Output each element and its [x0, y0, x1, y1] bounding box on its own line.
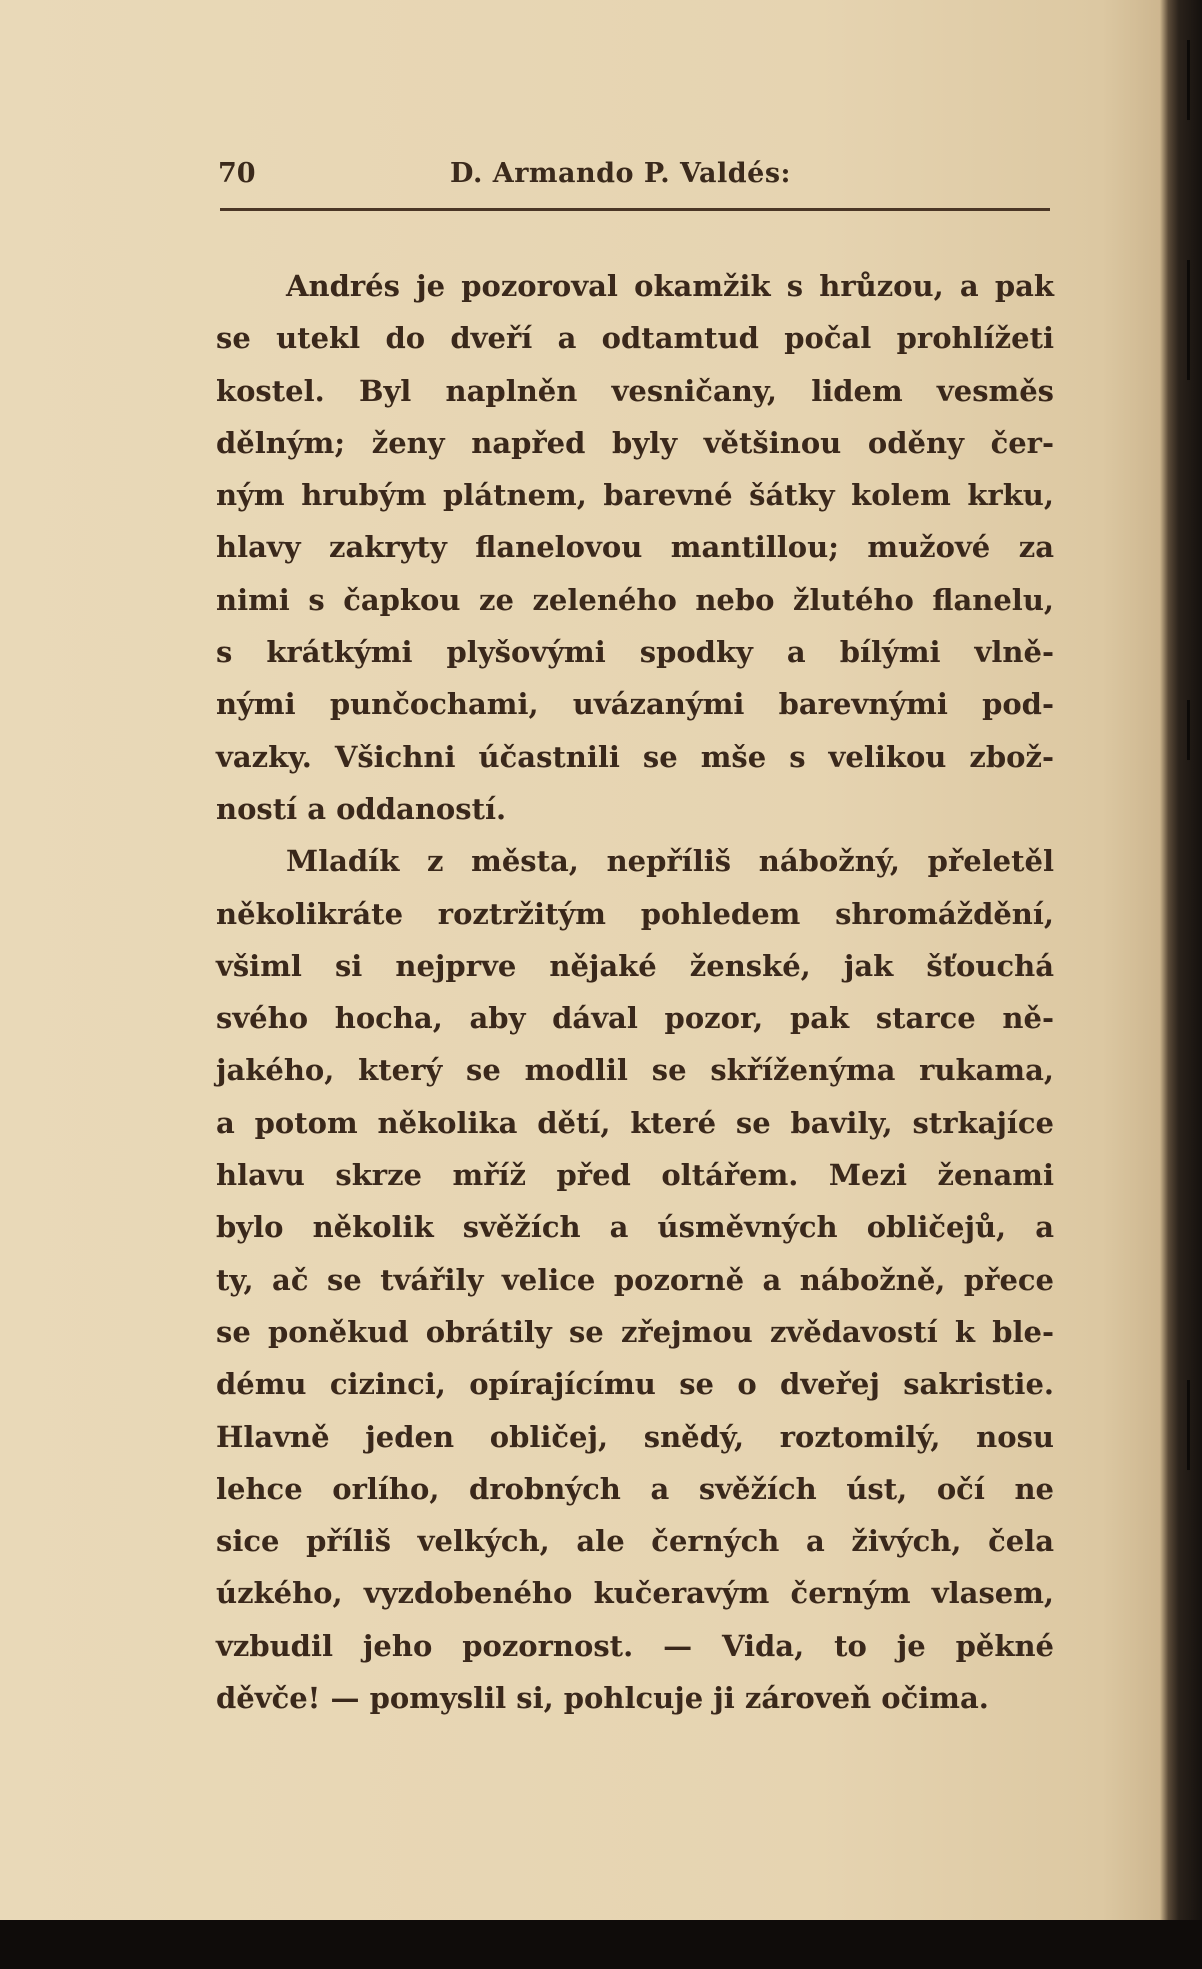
- text-line: Mladík z města, nepříliš nábožný, přeletěl: [286, 844, 1054, 879]
- text-line: úzkého, vyzdobeného kučeravým černým vlasem,: [216, 1576, 1054, 1611]
- text-line: vazky. Všichni účastnili se mše s velikou zbož-: [216, 739, 1054, 774]
- text-line: se utekl do dveří a odtamtud počal prohlížeti: [216, 321, 1054, 356]
- text-line: nými punčochami, uvázanými barevnými pod-: [216, 687, 1054, 722]
- text-line: ností a oddaností.: [216, 791, 507, 826]
- bottom-edge: [0, 1920, 1202, 1969]
- spine-mark: [1187, 260, 1190, 380]
- paragraph-1: [216, 260, 1054, 835]
- text-line: jakého, který se modlil se skříženýma rukama,: [216, 1053, 1054, 1088]
- spine-mark: [1187, 1380, 1190, 1470]
- text-line: lehce orlího, drobných a svěžích úst, očí ne: [216, 1471, 1054, 1506]
- text-line: se poněkud obrátily se zřejmou zvědavostí k ble-: [216, 1314, 1054, 1349]
- header-rule: [220, 208, 1050, 211]
- spine-mark: [1187, 700, 1190, 760]
- text-line: a potom několika dětí, které se bavily, strkajíce: [216, 1105, 1054, 1140]
- text-line: děvče! — pomyslil si, pohlcuje ji zároveň očima.: [216, 1681, 989, 1716]
- text-line: svého hocha, aby dával pozor, pak starce ně-: [216, 1001, 1054, 1036]
- text-line: bylo několik svěžích a úsměvných obličejů, a: [216, 1210, 1054, 1245]
- text-line: vzbudil jeho pozornost. — Vida, to je pěkné: [216, 1628, 1054, 1663]
- text-line: dému cizinci, opírajícímu se o dveřej sakristie.: [216, 1367, 1054, 1402]
- text-line: hlavu skrze mříž před oltářem. Mezi ženami: [216, 1158, 1054, 1193]
- text-line: ty, ač se tvářily velice pozorně a nábožně, přece: [216, 1262, 1054, 1297]
- book-spine: [1160, 0, 1202, 1969]
- page-number: 70: [218, 158, 256, 189]
- spine-mark: [1187, 40, 1190, 120]
- running-head: D. Armando P. Valdés:: [450, 158, 791, 189]
- text-line: sice příliš velkých, ale černých a živých, čela: [216, 1524, 1054, 1559]
- body-text: [216, 260, 1054, 1724]
- text-line: všiml si nejprve nějaké ženské, jak šťouchá: [216, 948, 1054, 983]
- text-line: s krátkými plyšovými spodky a bílými vlně-: [216, 635, 1054, 670]
- page-header: [218, 158, 1048, 198]
- text-line: několikráte roztržitým pohledem shromáždění,: [216, 896, 1054, 931]
- text-line: Hlavně jeden obličej, snědý, roztomilý, nosu: [216, 1419, 1054, 1454]
- text-line: Andrés je pozoroval okamžik s hrůzou, a pak: [286, 269, 1054, 303]
- text-line: ným hrubým plátnem, barevné šátky kolem krku,: [216, 478, 1054, 513]
- text-line: hlavy zakryty flanelovou mantillou; mužové za: [216, 530, 1054, 565]
- text-line: kostel. Byl naplněn vesničany, lidem vesměs: [216, 373, 1054, 408]
- text-line: nimi s čapkou ze zeleného nebo žlutého flanelu,: [216, 582, 1054, 617]
- text-line: dělným; ženy napřed byly většinou oděny čer-: [216, 425, 1054, 460]
- paragraph-2: [216, 835, 1054, 1724]
